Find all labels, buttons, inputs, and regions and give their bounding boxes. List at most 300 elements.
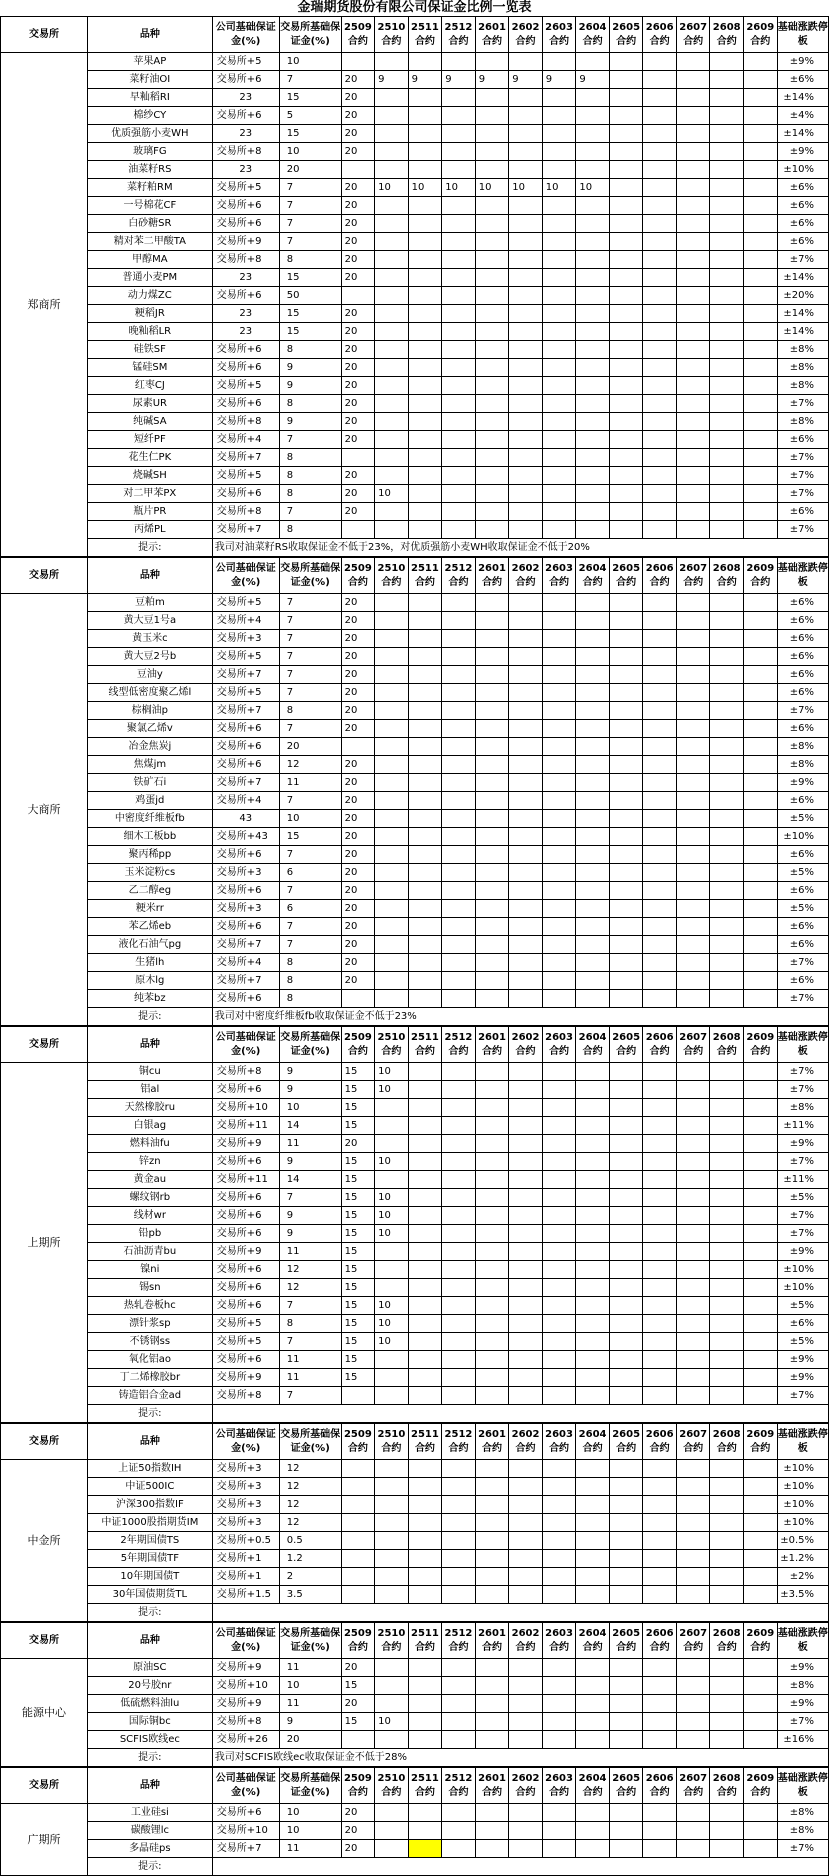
header-month: 2512合约 [442,1424,476,1460]
month-margin [341,1568,375,1586]
month-margin [408,305,442,323]
month-margin [408,1063,442,1081]
price-limit: ±10% [777,1279,828,1297]
month-margin [710,125,744,143]
month-margin [676,1568,710,1586]
month-margin [375,359,409,377]
month-margin [442,1586,476,1604]
company-margin: 交易所+6 [212,882,279,900]
month-margin [710,413,744,431]
month-margin [576,882,610,900]
month-margin [509,89,543,107]
header-month: 2510合约 [375,1424,409,1460]
month-margin [475,756,509,774]
month-margin [475,954,509,972]
month-margin [442,1550,476,1568]
product-name: 菜籽粕RM [87,179,212,197]
month-margin [676,1822,710,1840]
table-row [1,107,829,125]
month-margin [408,1586,442,1604]
month-margin: 20 [341,1804,375,1822]
header-month: 2607合约 [676,1623,710,1659]
month-margin [743,1279,777,1297]
month-margin [475,1677,509,1695]
month-margin [743,341,777,359]
month-margin [408,1804,442,1822]
month-margin [609,287,643,305]
month-margin [542,648,576,666]
tip-label: 提示: [87,1405,212,1423]
table-row [1,503,829,521]
month-margin [341,161,375,179]
month-margin [475,1351,509,1369]
price-limit: ±7% [777,1063,828,1081]
month-margin [643,521,677,539]
header-month: 2511合约 [408,1027,442,1063]
month-margin [743,1081,777,1099]
company-margin: 交易所+7 [212,936,279,954]
month-margin [375,89,409,107]
month-margin: 20 [341,89,375,107]
header-product: 品种 [87,1623,212,1659]
company-margin: 交易所+5 [212,53,279,71]
month-margin [375,215,409,233]
month-margin: 15 [341,1117,375,1135]
company-margin: 交易所+43 [212,828,279,846]
company-margin: 交易所+5 [212,594,279,612]
month-margin [743,738,777,756]
month-margin: 20 [341,720,375,738]
month-margin [442,1315,476,1333]
month-margin [609,954,643,972]
exchange-margin: 8 [279,467,341,485]
month-margin [576,738,610,756]
month-margin [676,774,710,792]
month-margin [475,395,509,413]
month-margin [676,720,710,738]
month-margin [710,197,744,215]
month-margin [643,1804,677,1822]
month-margin: 10 [509,179,543,197]
month-margin [609,1659,643,1677]
month-margin [743,521,777,539]
month-margin [375,233,409,251]
month-margin [643,179,677,197]
month-margin [442,1731,476,1749]
company-margin: 交易所+7 [212,666,279,684]
price-limit: ±6% [777,846,828,864]
month-margin [576,503,610,521]
month-margin [375,341,409,359]
month-margin [408,269,442,287]
header-month: 2511合约 [408,1424,442,1460]
month-margin [408,1822,442,1840]
month-margin [676,161,710,179]
month-margin [576,1297,610,1315]
month-margin [710,1135,744,1153]
header-row [1,558,829,594]
price-limit: ±14% [777,305,828,323]
month-margin: 10 [375,1081,409,1099]
month-margin [643,377,677,395]
month-margin [710,377,744,395]
month-margin [475,341,509,359]
month-margin [576,1351,610,1369]
tip-label: 提示: [87,1008,212,1026]
month-margin [375,125,409,143]
exchange-margin: 6 [279,864,341,882]
company-margin: 交易所+6 [212,71,279,89]
month-margin [375,395,409,413]
company-margin: 交易所+9 [212,233,279,251]
month-margin [676,792,710,810]
month-margin [609,467,643,485]
month-margin [542,449,576,467]
month-margin [643,1117,677,1135]
margin-tables [0,16,829,1876]
header-row [1,17,829,53]
month-margin [442,233,476,251]
month-margin [676,1117,710,1135]
month-margin [408,1478,442,1496]
month-margin [609,972,643,990]
month-margin [475,215,509,233]
price-limit: ±10% [777,1496,828,1514]
month-margin: 20 [341,305,375,323]
month-margin [442,648,476,666]
month-margin [576,612,610,630]
header-month: 2512合约 [442,1768,476,1804]
price-limit: ±5% [777,900,828,918]
month-margin [475,323,509,341]
month-margin [643,1261,677,1279]
table-row [1,53,829,71]
product-name: 锡sn [87,1279,212,1297]
company-margin: 交易所+3 [212,1460,279,1478]
table-row [1,1550,829,1568]
company-margin: 交易所+5 [212,1315,279,1333]
month-margin [475,1568,509,1586]
tip-label: 提示: [87,1604,212,1622]
month-margin [542,1659,576,1677]
month-margin [375,1532,409,1550]
month-margin [710,431,744,449]
company-margin: 交易所+10 [212,1099,279,1117]
month-margin [576,161,610,179]
month-margin [408,1659,442,1677]
month-margin [643,143,677,161]
month-margin [509,792,543,810]
month-margin [408,125,442,143]
month-margin [643,1225,677,1243]
header-month: 2606合约 [643,558,677,594]
month-margin [375,774,409,792]
price-limit: ±7% [777,467,828,485]
month-margin [743,1550,777,1568]
month-margin [743,197,777,215]
header-month: 2609合约 [743,1768,777,1804]
month-margin [375,900,409,918]
product-name: 甲醇MA [87,251,212,269]
month-margin [576,251,610,269]
month-margin [643,1153,677,1171]
month-margin [576,1099,610,1117]
price-limit: ±8% [777,1099,828,1117]
month-margin [710,179,744,197]
month-margin [341,1731,375,1749]
month-margin [375,1478,409,1496]
month-margin [609,89,643,107]
company-margin: 交易所+6 [212,1351,279,1369]
header-month: 2511合约 [408,17,442,53]
month-margin [375,666,409,684]
month-margin [408,1117,442,1135]
product-name: 工业硅si [87,1804,212,1822]
month-margin [509,269,543,287]
month-margin [375,738,409,756]
month-margin [542,918,576,936]
month-margin [542,900,576,918]
month-margin [475,1840,509,1858]
month-margin [710,1460,744,1478]
month-margin [710,287,744,305]
month-margin: 15 [341,1063,375,1081]
month-margin [475,503,509,521]
header-limit: 基础涨跌停板 [777,1027,828,1063]
month-margin [676,1153,710,1171]
month-margin [676,1333,710,1351]
month-margin [408,702,442,720]
month-margin [542,1153,576,1171]
month-margin [375,53,409,71]
month-margin [442,1189,476,1207]
company-margin: 交易所+8 [212,1713,279,1731]
table-row [1,287,829,305]
product-name: 白银ag [87,1117,212,1135]
month-margin [375,1387,409,1405]
month-margin [408,810,442,828]
month-margin [375,1135,409,1153]
month-margin [408,882,442,900]
month-margin [442,1081,476,1099]
month-margin [643,738,677,756]
month-margin [576,1333,610,1351]
exchange-margin: 7 [279,936,341,954]
month-margin [710,1731,744,1749]
month-margin [442,738,476,756]
month-margin [341,1586,375,1604]
month-margin [743,1822,777,1840]
month-margin [542,936,576,954]
company-margin: 交易所+8 [212,413,279,431]
product-name: 晚籼稻LR [87,323,212,341]
month-margin [408,1677,442,1695]
month-margin [509,125,543,143]
exchange-margin: 7 [279,431,341,449]
month-margin [475,485,509,503]
month-margin [576,1496,610,1514]
month-margin [643,1586,677,1604]
month-margin [442,1297,476,1315]
exchange-name: 广期所 [1,1804,88,1876]
table-row [1,972,829,990]
month-margin [475,1822,509,1840]
month-margin [609,630,643,648]
product-name: 燃料油fu [87,1135,212,1153]
price-limit: ±6% [777,1315,828,1333]
product-name: 短纤PF [87,431,212,449]
month-margin [643,413,677,431]
month-margin [542,810,576,828]
month-margin [676,1713,710,1731]
month-margin [676,71,710,89]
month-margin [710,1171,744,1189]
price-limit: ±7% [777,990,828,1008]
month-margin [710,503,744,521]
month-margin [542,143,576,161]
exchange-margin: 20 [279,161,341,179]
company-margin: 交易所+0.5 [212,1532,279,1550]
month-margin [676,125,710,143]
month-margin [475,1804,509,1822]
price-limit: ±10% [777,1478,828,1496]
month-margin [743,71,777,89]
price-limit: ±6% [777,215,828,233]
month-margin [509,1171,543,1189]
month-margin [743,756,777,774]
month-margin [643,233,677,251]
exchange-margin: 7 [279,1387,341,1405]
month-margin [408,1189,442,1207]
exchange-margin: 8 [279,1315,341,1333]
month-margin [509,594,543,612]
month-margin [542,1478,576,1496]
month-margin [475,287,509,305]
company-margin: 交易所+6 [212,395,279,413]
month-margin [442,197,476,215]
header-product: 品种 [87,558,212,594]
month-margin [743,1099,777,1117]
month-margin [676,1677,710,1695]
table-row [1,1063,829,1081]
month-margin [442,828,476,846]
month-margin [576,1171,610,1189]
exchange-margin: 8 [279,485,341,503]
month-margin [442,846,476,864]
exchange-margin: 9 [279,377,341,395]
month-margin [341,990,375,1008]
month-margin [643,71,677,89]
month-margin [509,720,543,738]
product-name: 粳米rr [87,900,212,918]
header-month: 2602合约 [509,1623,543,1659]
exchange-margin: 7 [279,666,341,684]
month-margin [509,431,543,449]
table-row [1,1261,829,1279]
exchange-margin: 8 [279,702,341,720]
month-margin [676,179,710,197]
month-margin [643,503,677,521]
month-margin: 10 [408,179,442,197]
month-margin [576,594,610,612]
company-margin: 交易所+3 [212,864,279,882]
table-row [1,215,829,233]
month-margin [408,1261,442,1279]
header-exchange: 交易所 [1,1768,88,1804]
month-margin [576,1081,610,1099]
month-margin [475,612,509,630]
month-margin [509,287,543,305]
month-margin [408,107,442,125]
month-margin [408,1333,442,1351]
month-margin [576,89,610,107]
month-margin [743,936,777,954]
month-margin: 20 [341,179,375,197]
month-margin [509,666,543,684]
month-margin [542,1460,576,1478]
product-name: SCFIS欧线ec [87,1731,212,1749]
table-row [1,251,829,269]
month-margin [475,1586,509,1604]
month-margin [375,107,409,125]
month-margin [576,1153,610,1171]
month-margin [576,1207,610,1225]
month-margin [542,161,576,179]
month-margin [509,936,543,954]
exchange-margin: 11 [279,1695,341,1713]
table-row [1,648,829,666]
month-margin [576,341,610,359]
company-margin: 交易所+9 [212,1135,279,1153]
table-row [1,1514,829,1532]
exchange-margin: 7 [279,684,341,702]
month-margin [743,377,777,395]
header-month: 2608合约 [710,1027,744,1063]
month-margin [442,630,476,648]
price-limit: ±11% [777,1171,828,1189]
company-margin: 交易所+9 [212,1695,279,1713]
header-month: 2603合约 [542,17,576,53]
exchange-margin: 5 [279,107,341,125]
table-row [1,179,829,197]
month-margin [743,720,777,738]
month-margin [710,954,744,972]
header-company-margin: 公司基础保证金(%) [212,1424,279,1460]
month-margin [643,89,677,107]
month-margin [375,431,409,449]
month-margin [509,1822,543,1840]
product-name: 铝al [87,1081,212,1099]
company-margin: 交易所+10 [212,1677,279,1695]
month-margin [743,269,777,287]
month-margin [710,1387,744,1405]
table-row [1,1387,829,1405]
month-margin [475,972,509,990]
month-margin [475,1460,509,1478]
month-margin [442,503,476,521]
month-margin [676,936,710,954]
month-margin [542,1225,576,1243]
month-margin [375,756,409,774]
company-margin: 交易所+3 [212,630,279,648]
month-margin [509,1478,543,1496]
month-margin [542,485,576,503]
month-margin [710,1225,744,1243]
month-margin [609,1677,643,1695]
month-margin [442,269,476,287]
company-margin: 交易所+6 [212,720,279,738]
month-margin [475,990,509,1008]
